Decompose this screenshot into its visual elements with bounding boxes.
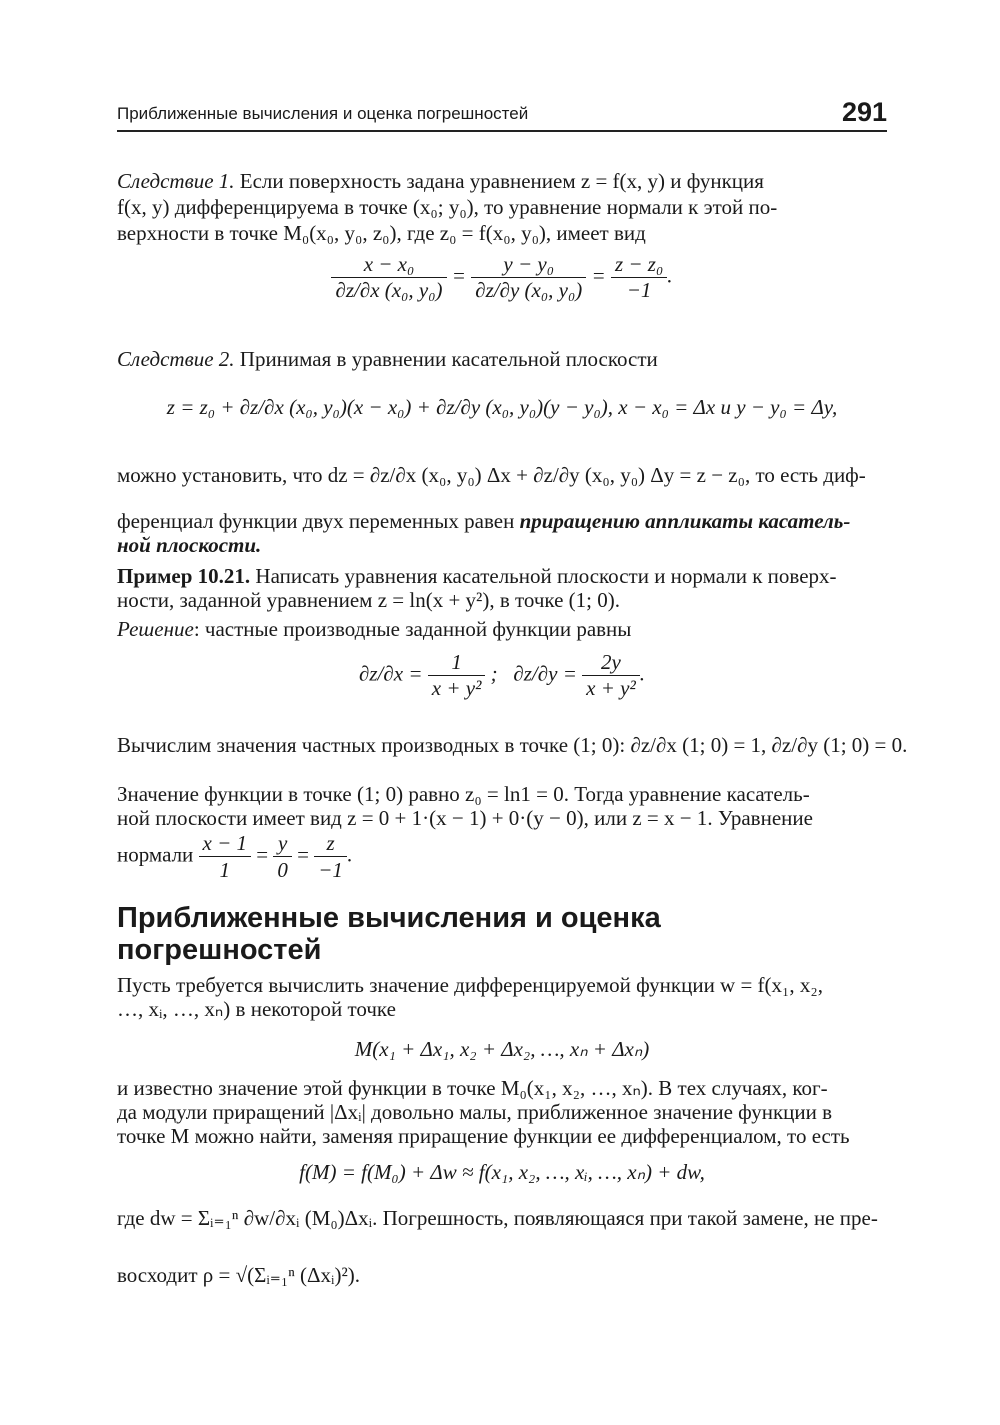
numerator: x − 1 bbox=[199, 830, 252, 857]
fraction bbox=[199, 830, 252, 883]
example-line1 bbox=[117, 563, 887, 589]
solution-label: Решение bbox=[117, 617, 194, 641]
denominator: ∂z/∂y (x₀, y₀) bbox=[475, 278, 583, 302]
numerator: y − y₀ bbox=[471, 252, 586, 278]
section-p1b: …, xᵢ, …, xₙ) в некоторой точке bbox=[117, 997, 396, 1021]
numerator: x − x₀ bbox=[331, 252, 446, 278]
tangent-plane-equation: z = z₀ + ∂z/∂x (x₀, y₀)(x − x₀) + ∂z/∂y (x₀, y₀)(y − y₀), x − x₀ = Δx и y − y₀ = Δy, bbox=[166, 395, 838, 419]
fraction bbox=[273, 830, 292, 883]
section-p2a: и известно значение этой функции в точке M₀(x₁, x₂, …, xₙ). В тех случаях, ког- bbox=[117, 1076, 828, 1100]
text: Написать уравнения касательной плоскости и нормали к поверх- bbox=[250, 564, 837, 588]
heading-line2: погрешностей bbox=[117, 934, 322, 966]
fraction bbox=[611, 252, 667, 303]
numerator: y bbox=[273, 830, 292, 857]
page-number: 291 bbox=[841, 97, 887, 127]
text: : частные производные заданной функции равны bbox=[193, 617, 632, 641]
point-equation: M(x₁ + Δx₁, x₂ + Δx₂, …, xₙ + Δxₙ) bbox=[354, 1037, 650, 1061]
numerator: z − z₀ bbox=[611, 252, 667, 278]
section-heading bbox=[117, 902, 887, 966]
calc-line: Вычислим значения частных производных в точке (1; 0): ∂z/∂x (1; 0) = 1, ∂z/∂y (1; 0) = 0. bbox=[117, 733, 908, 757]
denominator: 1 bbox=[219, 858, 231, 882]
corollary1-text1: Если поверхность задана уравнением z = f(x, y) и функция bbox=[234, 169, 764, 193]
numerator: z bbox=[314, 830, 347, 857]
corollary1-text3: верхности в точке M₀(x₀, y₀, z₀), где z₀ = f(x₀, y₀), имеет вид bbox=[117, 221, 646, 245]
example-line2: ности, заданной уравнением z = ln(x + y²), в точке (1; 0). bbox=[117, 588, 620, 612]
partial-derivatives-equation: ∂z/∂x = $\frac{1}{\text{x + y²}}$ ; ∂z/∂y = $\frac{2y}{\text{x + y²}}$ . bbox=[359, 650, 645, 700]
denominator: −1 bbox=[626, 278, 652, 302]
denominator: 0 bbox=[277, 858, 288, 882]
fraction bbox=[314, 830, 347, 883]
corollary2-line3: ной плоскости. bbox=[117, 533, 262, 557]
text: нормали bbox=[117, 842, 199, 867]
corollary1-text2: f(x, y) дифференцируема в точке (x₀; y₀), то уравнение нормали к этой по- bbox=[117, 195, 778, 219]
fraction bbox=[428, 650, 486, 701]
text: ференциал функции двух переменных равен bbox=[117, 509, 520, 533]
value-line2: ной плоскости имеет вид z = 0 + 1·(x − 1) + 0·(y − 0), или z = x − 1. Уравнение bbox=[117, 806, 813, 830]
corollary2-line2 bbox=[117, 508, 887, 534]
fraction bbox=[582, 650, 640, 701]
section-p4: восходит ρ = √(Σᵢ₌₁ⁿ (Δxᵢ)²). bbox=[117, 1263, 361, 1287]
running-header bbox=[117, 96, 887, 132]
fraction bbox=[331, 252, 446, 303]
emphasis: приращению аппликаты касатель- bbox=[519, 509, 851, 533]
header-title: Приближенные вычисления и оценка погрешностей bbox=[117, 104, 529, 123]
corollary2-label: Следствие 2. bbox=[117, 347, 235, 371]
normal-equation: $\frac{\text{x − x₀}}{\text{∂z/∂x (x₀, y₀)}}$ = $\frac{\text{y − y₀}}{\text{∂z/∂y (x₀, y₀)}}$ = $\frac{\text{z − z₀}}{-1}$ . bbox=[117, 252, 887, 303]
corollary1-line1 bbox=[117, 168, 887, 194]
lhs: ∂z/∂x bbox=[359, 661, 404, 686]
corollary1-label: Следствие 1. bbox=[117, 169, 235, 193]
corollary2-text: Принимая в уравнении касательной плоскости bbox=[234, 347, 658, 371]
denominator: ∂z/∂x (x₀, y₀) bbox=[335, 278, 443, 302]
section-p2c: точке M можно найти, заменяя приращение функции ее дифференциалом, то есть bbox=[117, 1124, 850, 1148]
lhs: ∂z/∂y bbox=[513, 661, 558, 686]
fraction bbox=[471, 252, 586, 303]
numerator: 1 bbox=[428, 650, 486, 676]
corollary2-line bbox=[117, 346, 887, 372]
normal-line: нормали $\frac{x - 1}{1}$ = $\frac{y}{0}$ = $\frac{z}{-1}$ . bbox=[117, 831, 353, 882]
section-p3: где dw = Σᵢ₌₁ⁿ ∂w/∂xᵢ (M₀)Δxᵢ. Погрешность, появляющаяся при такой замене, не пре- bbox=[117, 1206, 878, 1230]
approx-equation: f(M) = f(M₀) + Δw ≈ f(x₁, x₂, …, xᵢ, …, xₙ) + dw, bbox=[299, 1160, 705, 1184]
numerator: 2y bbox=[582, 650, 640, 676]
corollary2-line1: можно установить, что dz = ∂z/∂x (x₀, y₀) Δx + ∂z/∂y (x₀, y₀) Δy = z − z₀, то есть диф- bbox=[117, 463, 866, 487]
denominator: −1 bbox=[318, 858, 343, 882]
section-p2b: да модули приращений |Δxᵢ| довольно малы, приближенное значение функции в bbox=[117, 1100, 833, 1124]
denominator: x + y² bbox=[431, 676, 482, 700]
section-p1a: Пусть требуется вычислить значение дифференцируемой функции w = f(x₁, x₂, bbox=[117, 973, 823, 997]
denominator: x + y² bbox=[586, 676, 636, 700]
heading-line1: Приближенные вычисления и оценка bbox=[117, 902, 661, 934]
example-label: Пример 10.21. bbox=[117, 564, 251, 588]
value-line1: Значение функции в точке (1; 0) равно z₀ = ln1 = 0. Тогда уравнение касатель- bbox=[117, 782, 810, 806]
solution-line bbox=[117, 616, 887, 642]
